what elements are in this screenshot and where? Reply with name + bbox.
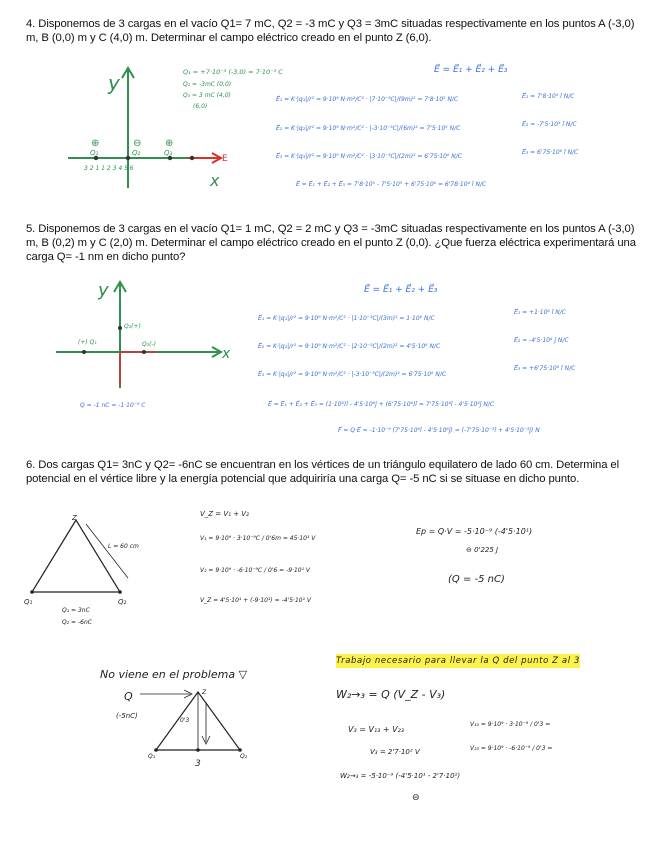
- p4-axis-x: x: [210, 171, 220, 190]
- p6-v23: V₂₃ = 9·10⁹ · -6·10⁻⁹ / 0'3 =: [470, 745, 553, 752]
- p6-work-point-3: 3: [195, 759, 201, 769]
- p4-plus-1: ⊕: [91, 138, 100, 149]
- p6-w: W₂→₃ = Q (V_Z - V₃): [336, 688, 446, 701]
- p5-calculations: [258, 280, 628, 438]
- p6-side-label: L = 60 cm: [108, 543, 139, 550]
- p4-e2: E⃗₂ = K·|q₂|/r² = 9·10⁹ N·m²/C² · |-3·10⁻³C|/(6m)² = 7'5·10⁵ N/C: [276, 125, 461, 132]
- p6-v3-value: V₃ = 2'7·10² V: [370, 748, 420, 756]
- p4-total: E⃗ = E⃗₁ + E⃗₂ + E⃗₃ = 7'8·10⁵ - 7'5·10⁵ + 6'75·10⁶ = 6'78·10⁶ î N/C: [296, 181, 487, 188]
- svg-text:Q = -1 nC = -1·10⁻⁹ C: Q = -1 nC = -1·10⁻⁹ C: [80, 402, 146, 409]
- p6-highlight-note: Trabajo necesario para llevar la Q del punto Z al 3: [336, 656, 580, 666]
- p6-w-sign: ⊖: [412, 793, 420, 803]
- p6-work-q2: Q₂: [240, 753, 248, 760]
- p6-ep-value: ⊖ 0'225 J: [466, 546, 499, 554]
- p6-work-distance: 0'3: [180, 717, 190, 724]
- p6-v2: V₂ = 9·10⁹ · -6·10⁻⁹C / 0'6 = -9·10¹ V: [200, 567, 311, 574]
- p4-e3-result: E⃗₃ = 6'75·10⁶ î N/C: [522, 149, 579, 156]
- p4-e2-result: E⃗₂ = -7'5·10⁵ î N/C: [522, 121, 577, 128]
- p5-sum: E⃗ = E⃗₁ + E⃗₂ + E⃗₃: [364, 285, 438, 295]
- p6-triangle: [20, 512, 180, 632]
- svg-text:Q₃ = 3 mC (4,0): Q₃ = 3 mC (4,0): [183, 92, 231, 99]
- p6-w-value: W₂→₃ = -5·10⁻⁹ (-4'5·10¹ - 2'7·10²): [340, 772, 461, 780]
- p4-e3: E⃗₃ = K·|q₃|/r² = 9·10⁹ N·m²/C² · |3·10⁻³C|/(2m)² = 6'75·10⁶ N/C: [276, 153, 462, 160]
- problem-6-statement: 6. Dos cargas Q1= 3nC y Q2= -6nC se encuentran en los vértices de un triángulo equilatero de lado 60 cm. Determina el potencial en el vértice libre y la energía potencial que adquiriría una carga Q= -5 nC si se situase en dicho punto.: [26, 459, 620, 485]
- p6-q1-val: Q₁ = 3nC: [62, 607, 90, 614]
- p5-force: F⃗ = Q·E⃗ = -1·10⁻⁹ (7'75·10⁶î - 4'5·10⁶ĵ) = (-7'75·10⁻³î + 4'5·10⁻³ĵ) N: [338, 427, 540, 434]
- p6-work-triangle: [110, 686, 260, 772]
- p6-v1: V₁ = 9·10⁹ · 3·10⁻⁹C / 0'6m = 45·10¹ V: [200, 535, 316, 542]
- p5-label-q2: Q₂(+): [124, 323, 141, 330]
- p5-e2-result: E⃗₂ = -4'5·10⁶ ĵ N/C: [514, 337, 569, 344]
- p5-label-q1: (+) Q₁: [78, 339, 97, 346]
- p4-sum: E⃗ = E⃗₁ + E⃗₂ + E⃗₃: [434, 65, 508, 75]
- p5-e1: E⃗₁ = K·|q₁|/r² = 9·10⁹ N·m²/C² · |1·10⁻³C|/(3m)² = 1·10⁶ N/C: [258, 315, 435, 322]
- svg-text:Q₁ = +7·10⁻³ (-3,0) = 7·10⁻³: Q₁ = +7·10⁻³ (-3,0) = 7·10⁻³ C: [183, 68, 283, 76]
- p4-label-q1: Q₁: [90, 149, 99, 157]
- p5-axes-graph: [50, 280, 240, 410]
- p4-label-q3: Q₃: [164, 149, 173, 157]
- p4-axis-e: E: [222, 154, 228, 164]
- p6-potential-calc: [200, 502, 400, 612]
- p5-e1-result: E⃗₁ = +1·10⁶ î N/C: [514, 309, 567, 316]
- p6-energy-calc: [416, 520, 616, 590]
- p6-vsum: V_Z = 4'5·10¹ + (-9·10¹) = -4'5·10¹ V: [200, 597, 311, 604]
- p6-work-calc: [336, 684, 636, 804]
- p6-work-vertex-z: Z: [202, 689, 207, 696]
- p5-e3: E⃗₃ = K·|q₃|/r² = 9·10⁹ N·m²/C² · |-3·10⁻³C|/(2m)² = 6'75·10⁶ N/C: [258, 371, 447, 378]
- p5-axis-x: x: [222, 346, 231, 362]
- p6-work-q1: Q₁: [148, 753, 156, 760]
- p4-calculations: [276, 58, 626, 198]
- svg-text:Q₂ = -3mC (0,0): Q₂ = -3mC (0,0): [183, 81, 232, 88]
- p6-q-note: (Q = -5 nC): [448, 574, 505, 585]
- problem-5-statement: 5. Disponemos de 3 cargas en el vacío Q1= 1 mC, Q2 = 2 mC y Q3 = -3mC situadas respectivamente en los puntos A (-3,0) m, B (0,2) m y C (2,0) m. Determinar el campo eléctrico creado en el punto Z (0,0). ¿Que fuerza eléctrica experimentará una carga Q= -1 nm en dicho punto?: [26, 223, 636, 263]
- p6-v13: V₁₃ = 9·10⁹ · 3·10⁻⁹ / 0'3 =: [470, 721, 551, 728]
- p6-ep: Ep = Q·V = -5·10⁻⁹ (-4'5·10¹): [416, 527, 533, 536]
- p5-axis-y: y: [98, 280, 109, 301]
- p4-axis-y: y: [108, 71, 120, 95]
- p6-label-q2: Q₂: [118, 598, 127, 606]
- p5-e2: E⃗₂ = K·|q₂|/r² = 9·10⁹ N·m²/C² · |2·10⁻³C|/(2m)² = 4'5·10⁶ N/C: [258, 343, 441, 350]
- p5-total: E⃗ = E⃗₁ + E⃗₂ + E⃗₃ = (1·10⁶)î - 4'5·10⁶ĵ + (6'75·10⁶)î = 7'75·10⁶î - 4'5·10⁶ĵ N/C: [268, 401, 495, 408]
- p6-label-q1: Q₁: [24, 598, 33, 606]
- p6-not-in-problem-note: [100, 664, 300, 684]
- p4-e1-result: E⃗₁ = 7'8·10⁵ î N/C: [522, 93, 575, 100]
- p6-vertex-z: Z: [72, 514, 77, 522]
- p4-e1: E⃗₁ = K·|q₁|/r² = 9·10⁹ N·m²/C² · |7·10⁻³C|/(9m)² = 7'8·10⁵ N/C: [276, 96, 459, 103]
- p5-force-note: [80, 398, 200, 412]
- svg-text:(6,0): (6,0): [193, 103, 208, 110]
- p6-q2-val: Q₂ = -6nC: [62, 619, 92, 626]
- p6-work-q: Q: [124, 690, 133, 703]
- svg-text:No viene en el problema ▽: No viene en el problema ▽: [100, 668, 248, 681]
- p4-minus-2: ⊖: [133, 138, 142, 149]
- p4-label-q2: Q₂: [132, 149, 141, 157]
- p6-v3: V₃ = V₁₃ + V₂₃: [348, 725, 405, 734]
- p5-e3-result: E⃗₃ = +6'75·10⁶ î N/C: [514, 365, 576, 372]
- p4-ticks: 3 2 1 1 2 3 4 5 6: [84, 165, 134, 172]
- problem-4-statement: 4. Disponemos de 3 cargas en el vacío Q1= 7 mC, Q2 = -3 mC y Q3 = 3mC situadas respectivamente en los puntos A (-3,0) m, B (0,0) m y C (4,0) m. Determinar el campo eléctrico creado en el punto Z (6,0).: [26, 18, 635, 44]
- p6-vz: V_Z = V₁ + V₂: [200, 510, 249, 518]
- p6-work-q-value: (-5nC): [116, 712, 138, 720]
- p4-plus-3: ⊕: [165, 138, 174, 149]
- p5-label-q3: Q₃(-): [142, 341, 156, 348]
